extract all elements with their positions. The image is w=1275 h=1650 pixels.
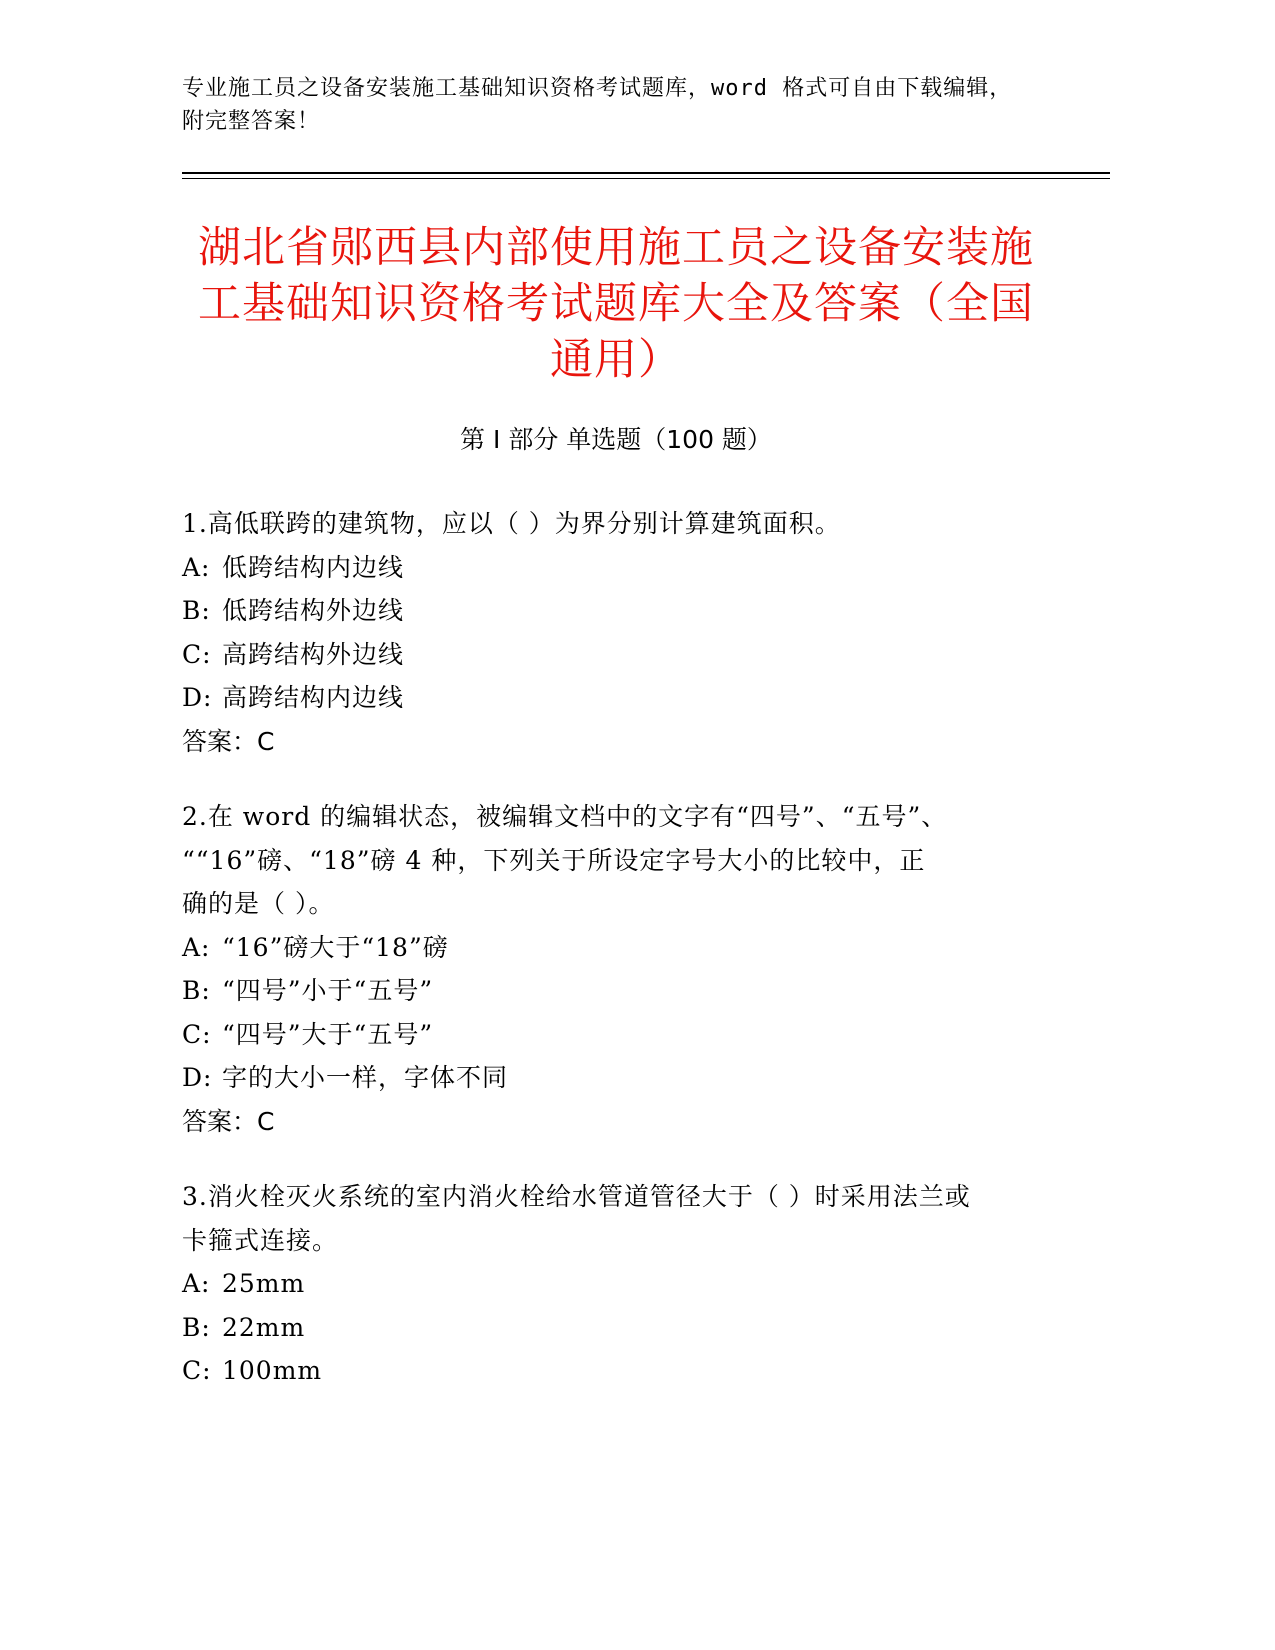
option-letter: A: xyxy=(182,1269,211,1298)
question-2 xyxy=(182,795,1062,1143)
option-a xyxy=(182,546,1062,590)
question-stem-line-1: 3.消火栓灭火系统的室内消火栓给水管道管径大于（ ）时采用法兰或 xyxy=(182,1182,971,1211)
option-letter: D: xyxy=(182,1063,213,1092)
question-3 xyxy=(182,1175,1062,1393)
option-letter: B: xyxy=(182,596,211,625)
option-letter: C: xyxy=(182,639,212,669)
header-note-line-1: 专业施工员之设备安装施工基础知识资格考试题库，word 格式可自由下载编辑， xyxy=(182,76,1013,101)
document-title-line-2: 工基础知识资格考试题库大全及答案（全国 xyxy=(198,279,1034,329)
option-text: 低跨结构内边线 xyxy=(222,552,405,582)
question-stem-line-3: 确的是（ ）。 xyxy=(182,889,335,918)
option-text: “四号”大于“五号” xyxy=(222,1019,434,1049)
answer: 答案：C xyxy=(182,726,275,756)
question-1 xyxy=(182,502,1062,763)
option-text: 字的大小一样，字体不同 xyxy=(222,1063,509,1092)
option-b xyxy=(182,1306,1062,1350)
option-b xyxy=(182,589,1062,633)
question-list xyxy=(182,502,1062,1425)
option-letter: C: xyxy=(182,1019,212,1049)
option-text: 低跨结构外边线 xyxy=(222,596,405,625)
option-text: “16”磅大于“18”磅 xyxy=(222,932,449,962)
option-letter: D: xyxy=(182,683,213,712)
header-rule-thin xyxy=(182,178,1110,179)
option-letter: A: xyxy=(182,932,211,962)
header-note-line-2: 附完整答案！ xyxy=(182,109,321,134)
option-d xyxy=(182,676,1062,720)
question-stem-line-2: ““16”磅、“18”磅 4 种，下列关于所设定字号大小的比较中，正 xyxy=(182,845,926,875)
header-note xyxy=(182,72,1102,138)
option-d xyxy=(182,1056,1062,1100)
header-rule-thick xyxy=(182,172,1110,174)
option-text: 高跨结构内边线 xyxy=(222,683,405,712)
option-text: 高跨结构外边线 xyxy=(222,639,405,669)
document-title-line-1: 湖北省郧西县内部使用施工员之设备安装施 xyxy=(198,223,1034,273)
option-c xyxy=(182,633,1062,677)
question-stem: 1.高低联跨的建筑物，应以（ ）为界分别计算建筑面积。 xyxy=(182,509,841,538)
document-title-line-3: 通用） xyxy=(550,335,682,385)
option-letter: A: xyxy=(182,552,211,582)
option-b xyxy=(182,969,1062,1013)
option-text: 25mm xyxy=(222,1269,306,1298)
option-text: 22mm xyxy=(222,1312,306,1342)
answer: 答案：C xyxy=(182,1106,275,1136)
option-letter: C: xyxy=(182,1356,212,1385)
option-a xyxy=(182,926,1062,970)
option-text: 100mm xyxy=(222,1356,323,1385)
option-c xyxy=(182,1349,1062,1393)
option-letter: B: xyxy=(182,1312,211,1342)
section-heading: 第 I 部分 单选题（100 题） xyxy=(460,425,772,454)
question-stem-line-2: 卡箍式连接。 xyxy=(182,1225,339,1255)
option-text: “四号”小于“五号” xyxy=(222,976,434,1005)
option-letter: B: xyxy=(182,976,211,1005)
question-stem-line-1: 2.在 word 的编辑状态，被编辑文档中的文字有“四号”、“五号”、 xyxy=(182,802,948,831)
option-a xyxy=(182,1262,1062,1306)
option-c xyxy=(182,1013,1062,1057)
document-title xyxy=(182,220,1050,388)
